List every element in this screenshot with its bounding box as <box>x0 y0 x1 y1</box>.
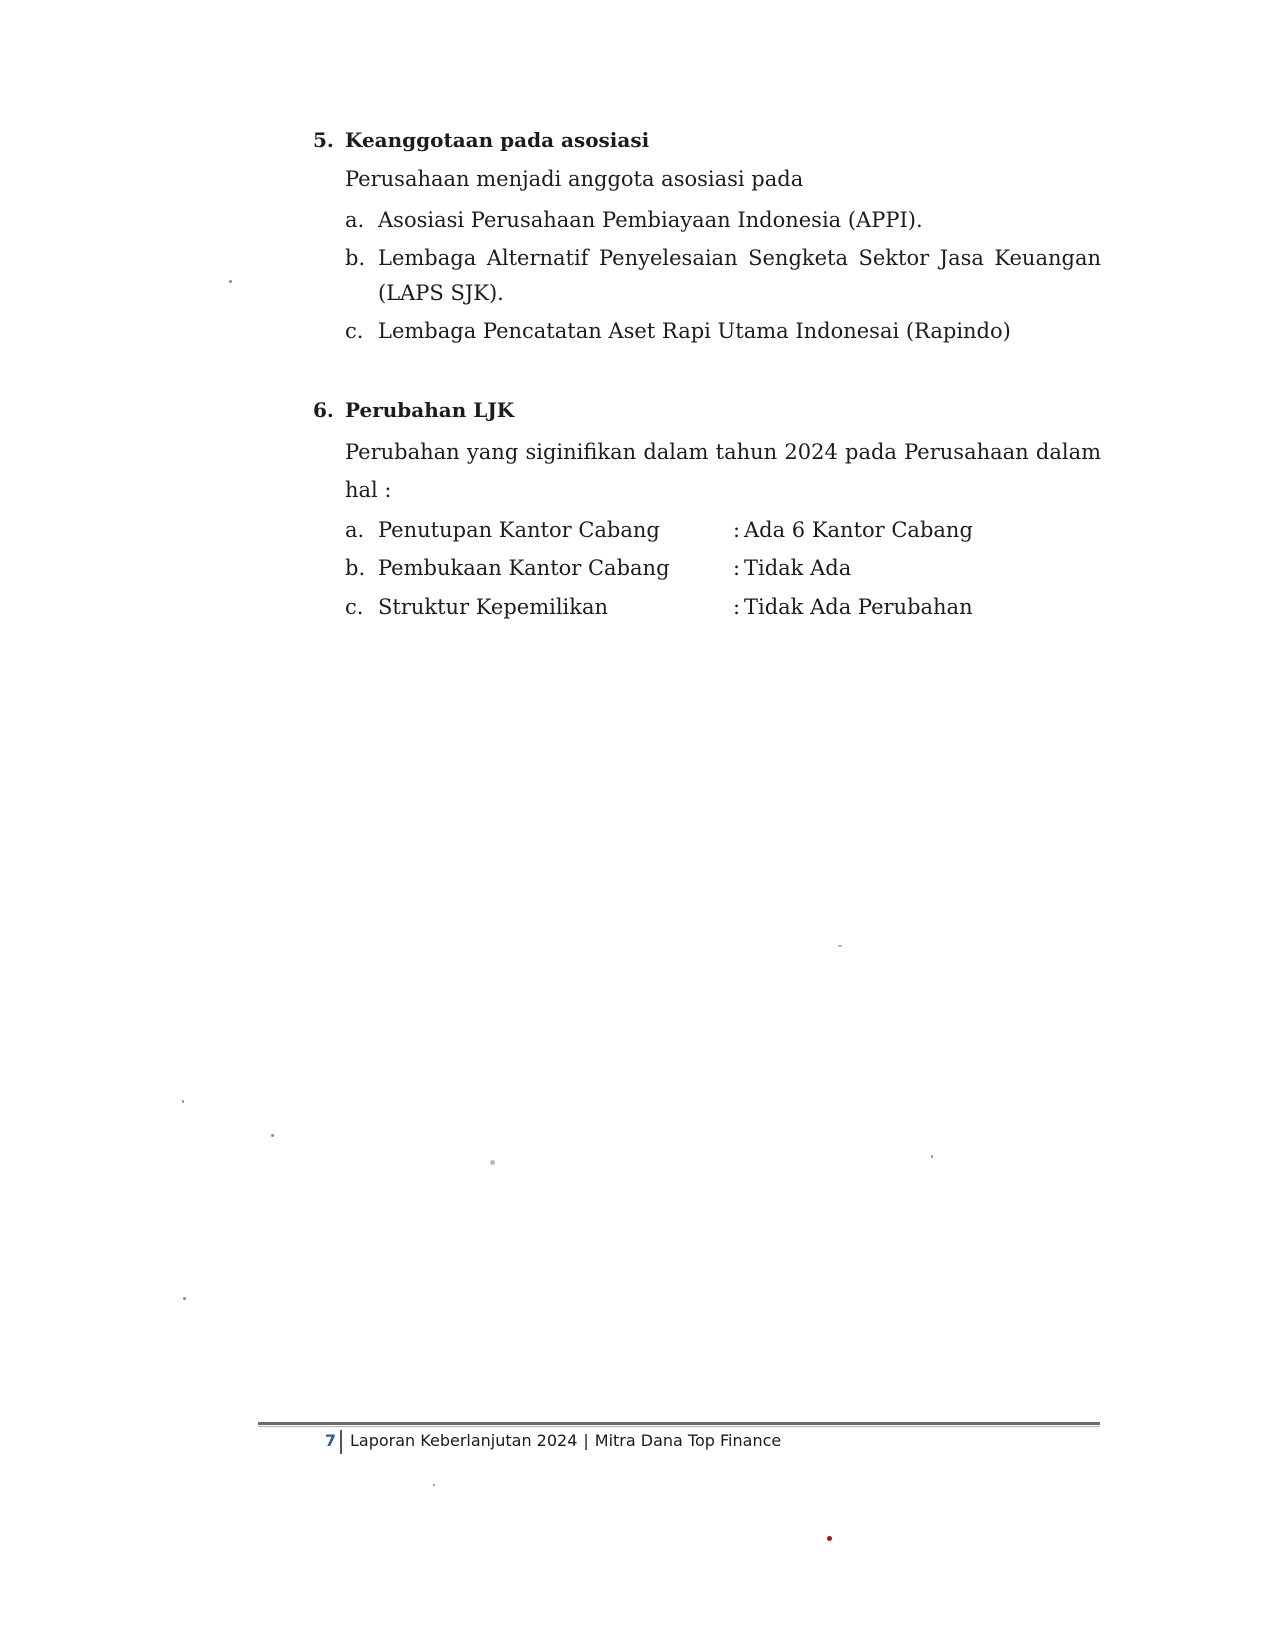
row-letter: c. <box>345 595 364 619</box>
section-6-number: 6. <box>313 398 334 422</box>
row-label: Pembukaan Kantor Cabang <box>378 556 670 580</box>
list-item <box>345 241 1101 311</box>
list-item-text: Lembaga Pencatatan Aset Rapi Utama Indonesai (Rapindo) <box>378 319 1011 343</box>
row-letter: b. <box>345 556 366 580</box>
row-value: Tidak Ada <box>744 556 852 580</box>
footer-divider: | <box>583 1431 589 1450</box>
row-value: Ada 6 Kantor Cabang <box>744 518 973 542</box>
list-item-letter: c. <box>345 319 364 343</box>
scan-speck <box>490 1160 495 1165</box>
section-6-title: Perubahan LJK <box>345 398 515 422</box>
list-item-letter: b. <box>345 246 366 270</box>
row-separator: : <box>733 595 741 619</box>
section-5-number: 5. <box>313 128 334 152</box>
scan-speck <box>433 1484 435 1486</box>
section-5-intro: Perusahaan menjadi anggota asosiasi pada <box>345 167 804 191</box>
row-separator: : <box>733 518 741 542</box>
footer-rule <box>258 1422 1100 1425</box>
section-6-intro: Perubahan yang siginifikan dalam tahun 2024 pada Perusahaan dalam hal : <box>345 440 1101 502</box>
scan-speck <box>182 1100 184 1103</box>
section-5-title: Keanggotaan pada asosiasi <box>345 128 650 152</box>
page-number: 7 <box>324 1431 336 1450</box>
row-letter: a. <box>345 518 365 542</box>
footer-company: Mitra Dana Top Finance <box>594 1431 782 1450</box>
list-item-text: Lembaga Alternatif Penyelesaian Sengketa Sektor Jasa Keuangan (LAPS SJK). <box>378 246 1101 305</box>
row-label: Penutupan Kantor Cabang <box>378 518 660 542</box>
scan-speck <box>229 280 232 283</box>
scan-speck <box>183 1297 186 1300</box>
table-row <box>345 550 1105 586</box>
row-value: Tidak Ada Perubahan <box>744 595 973 619</box>
table-row <box>345 589 1105 625</box>
list-item-letter: a. <box>345 208 365 232</box>
scan-speck <box>931 1155 933 1158</box>
footer-divider-bar <box>340 1430 342 1454</box>
list-item-text: Asosiasi Perusahaan Pembiayaan Indonesia (APPI). <box>378 208 923 232</box>
row-label: Struktur Kepemilikan <box>378 595 609 619</box>
scan-speck <box>827 1536 832 1541</box>
footer-report-title: Laporan Keberlanjutan 2024 <box>350 1431 578 1450</box>
table-row <box>345 512 1105 548</box>
section-5-heading <box>313 128 649 152</box>
list-item <box>345 314 1101 349</box>
scan-speck <box>271 1134 274 1137</box>
section-6-heading <box>313 398 514 422</box>
scan-speck <box>838 945 842 947</box>
page-footer <box>322 1427 781 1455</box>
list-item <box>345 203 1101 238</box>
row-separator: : <box>733 556 741 580</box>
